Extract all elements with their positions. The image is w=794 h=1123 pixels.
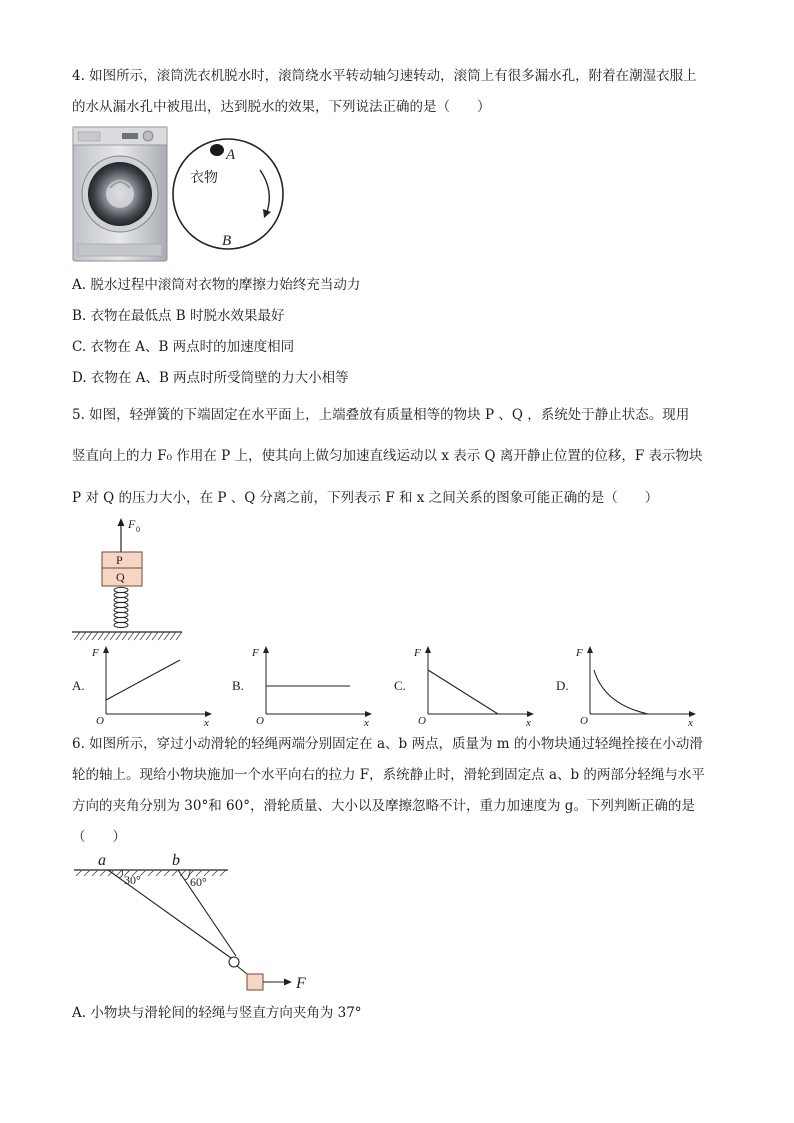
- q5-text-line2: 竖直向上的力 F₀ 作用在 P 上，使其向上做匀加速直线运动以 x 表示 Q 离开静止位置的位移，F 表示物块: [72, 448, 703, 464]
- graph-d-x-label: x: [688, 717, 693, 729]
- angle-label-a: 30°: [124, 873, 141, 887]
- label-b: b: [172, 852, 180, 869]
- graph-d-option-label: D.: [556, 678, 569, 693]
- graph-option-c: [394, 644, 544, 729]
- graph-option-d: [556, 644, 706, 729]
- rotation-arrow: [260, 170, 269, 212]
- graph-c-x-label: x: [526, 717, 531, 729]
- graph-c-option-label: C.: [394, 678, 406, 693]
- graph-b-x-label: x: [364, 717, 369, 729]
- q4-option-d: D. 衣物在 A、B 两点时所受筒壁的力大小相等: [72, 370, 349, 386]
- ground-hatch: [74, 632, 182, 640]
- graph-c-y-label: F: [414, 647, 421, 659]
- pulley: [229, 957, 239, 967]
- graph-option-a: [72, 644, 222, 729]
- label-a: a: [98, 852, 106, 869]
- washing-machine-image: [72, 126, 168, 262]
- q5-text-line3: P 对 Q 的压力大小，在 P 、Q 分离之前，下列表示 F 和 x 之间关系的图象可能正确的是（ ）: [72, 490, 659, 506]
- graph-c-curve: [428, 670, 498, 714]
- q4-option-b: B. 衣物在最低点 B 时脱水效果最好: [72, 308, 285, 324]
- label-clothes: 衣物: [190, 170, 218, 186]
- q6-text-line2: 轮的轴上。现给小物块施加一个水平向右的拉力 F，系统静止时，滑轮到固定点 a、b 的两部分轻绳与水平: [72, 767, 705, 783]
- spring-block-diagram: [72, 516, 184, 644]
- block-m: [247, 974, 263, 990]
- q4-option-a: A. 脱水过程中滚筒对衣物的摩擦力始终充当动力: [72, 277, 361, 293]
- q4-text-line1: 4. 如图所示，滚筒洗衣机脱水时，滚筒绕水平转动轴匀速转动，滚筒上有很多漏水孔，附着在潮湿衣服上: [72, 68, 697, 84]
- block-Q-label: Q: [116, 570, 125, 584]
- graph-a-option-label: A.: [72, 678, 85, 693]
- q4-option-c: C. 衣物在 A、B 两点时的加速度相同: [72, 339, 295, 355]
- graph-b-origin: O: [256, 715, 264, 727]
- graph-d-origin: O: [580, 715, 588, 727]
- graph-option-b: [232, 644, 382, 729]
- force-subscript: 0: [136, 525, 140, 534]
- force-arrow-head: [118, 518, 125, 526]
- graph-a-y-label: F: [92, 647, 99, 659]
- label-B: B: [222, 233, 232, 249]
- q6-option-a: A. 小物块与滑轮间的轻绳与竖直方向夹角为 37°: [72, 1005, 362, 1021]
- rope-b: [178, 870, 236, 956]
- angle-label-b: 60°: [190, 875, 207, 889]
- clothes-blob: [210, 144, 224, 156]
- graph-d-y-label: F: [576, 647, 583, 659]
- q5-text-line1: 5. 如图，轻弹簧的下端固定在水平面上，上端叠放有质量相等的物块 P 、Q ，系统处于静止状态。现用: [72, 407, 690, 423]
- force-F-head: [284, 979, 292, 986]
- graph-a-x-label: x: [204, 717, 209, 729]
- q4-text-line2: 的水从漏水孔中被甩出，达到脱水的效果，下列说法正确的是（ ）: [72, 99, 491, 115]
- drum-diagram: [172, 130, 288, 258]
- graph-c-origin: O: [418, 715, 426, 727]
- graph-a-curve: [106, 660, 180, 700]
- block-P-label: P: [116, 553, 123, 567]
- force-F-label: F: [296, 975, 306, 992]
- force-label: F: [128, 517, 136, 531]
- label-A: A: [226, 147, 236, 163]
- q6-text-line1: 6. 如图所示，穿过小动滑轮的轻绳两端分别固定在 a、b 两点，质量为 m 的小物块通过轻绳拴接在小动滑: [72, 736, 703, 752]
- q6-text-line4: （ ）: [72, 829, 126, 845]
- q6-text-line3: 方向的夹角分别为 30°和 60°，滑轮质量、大小以及摩擦忽略不计，重力加速度为 g。下列判断正确的是: [72, 798, 695, 814]
- graph-b-option-label: B.: [232, 678, 244, 693]
- spring: [114, 587, 128, 627]
- graph-b-y-label: F: [252, 647, 259, 659]
- graph-d-curve: [594, 670, 648, 714]
- pulley-diagram: [72, 852, 332, 1000]
- graph-a-origin: O: [96, 715, 104, 727]
